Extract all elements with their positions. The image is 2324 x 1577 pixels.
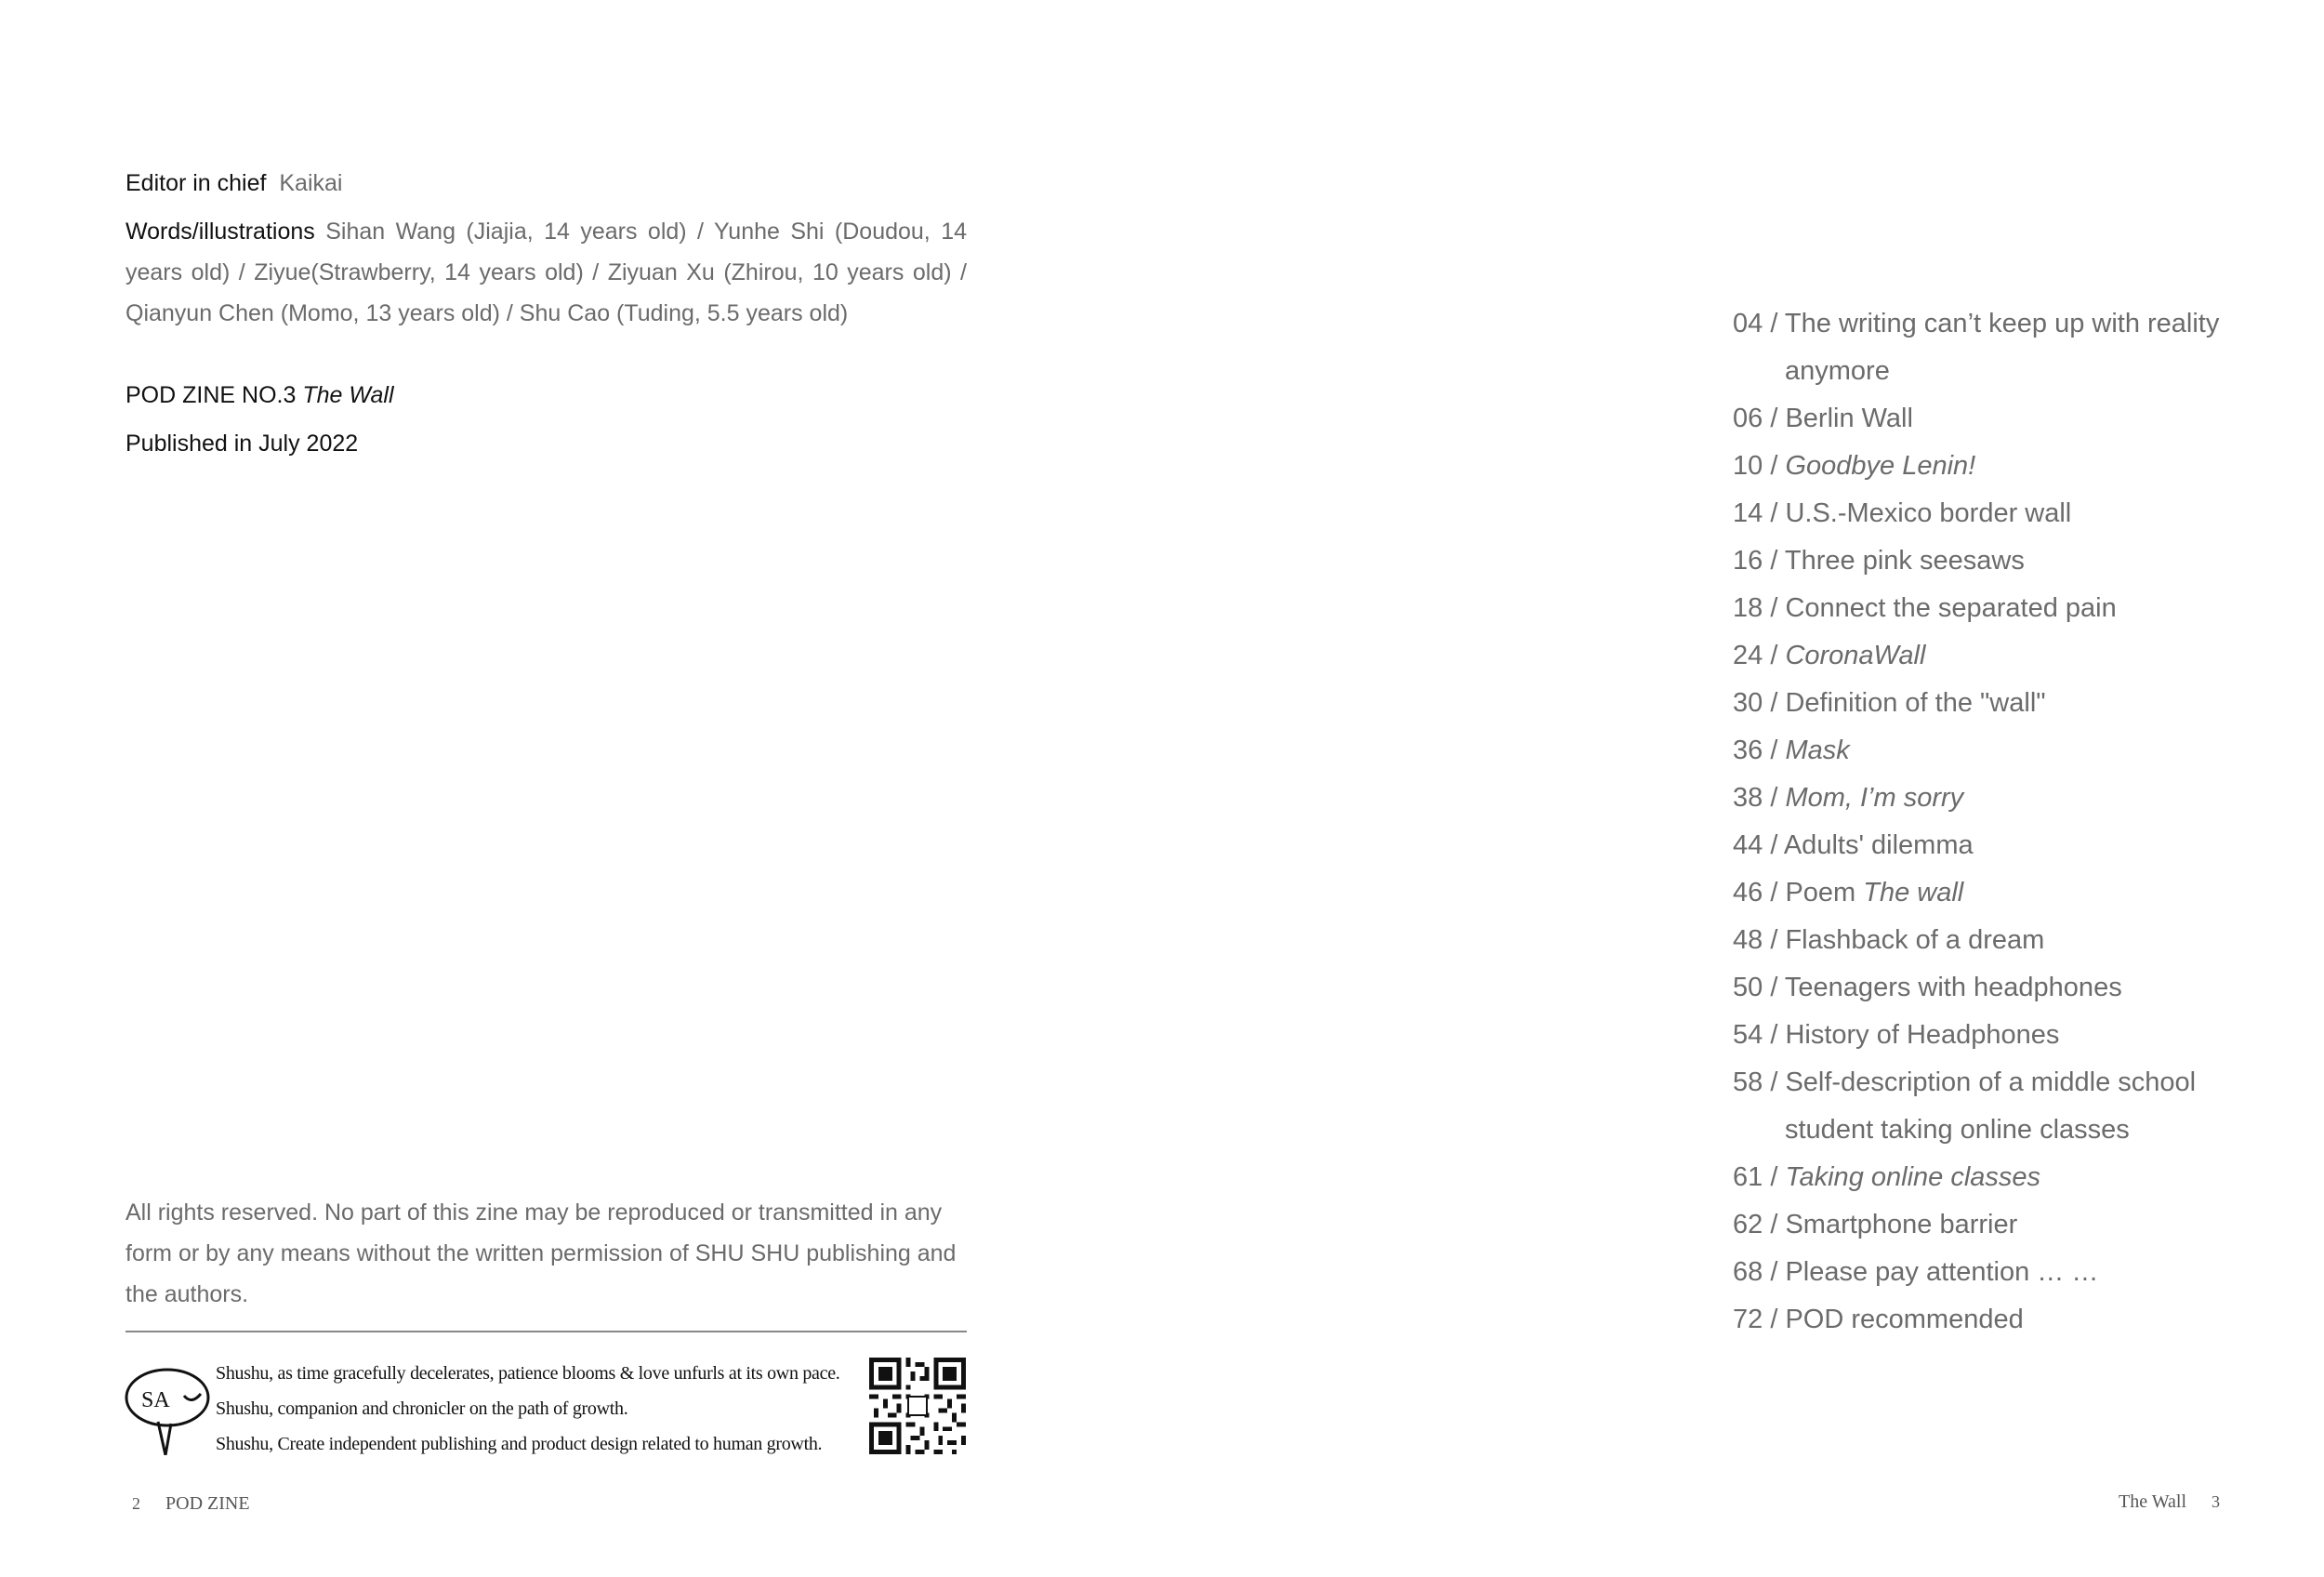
toc-page: 14 /	[1733, 498, 1778, 528]
folio-left	[132, 1493, 250, 1515]
toc-title: Mom, I’m sorry	[1785, 783, 1964, 813]
toc-title: Connect the separated pain	[1785, 593, 2117, 623]
zine-name: The Wall	[302, 382, 394, 408]
colophon	[125, 163, 967, 464]
toc-title: POD recommended	[1785, 1305, 2024, 1334]
tagline-2: Shushu, companion and chronicler on the path of growth.	[216, 1398, 628, 1419]
toc-item[interactable]	[1733, 680, 2253, 727]
toc-title: Three pink seesaws	[1784, 546, 2025, 576]
toc-page: 04 /	[1733, 309, 1778, 338]
toc-item[interactable]	[1733, 1154, 2253, 1201]
tagline-1: Shushu, as time gracefully decelerates, patience blooms & love unfurls at its own pace.	[216, 1363, 840, 1384]
editor-credit	[125, 163, 967, 204]
toc-item[interactable]	[1733, 775, 2253, 822]
toc-item[interactable]	[1733, 1296, 2253, 1344]
toc-page: 54 /	[1733, 1020, 1778, 1050]
toc-title: Poem	[1785, 878, 1864, 908]
toc-item[interactable]	[1733, 632, 2253, 680]
tagline-block	[216, 1356, 866, 1462]
toc-page: 36 /	[1733, 735, 1778, 765]
toc-item[interactable]	[1733, 1012, 2253, 1059]
toc-item[interactable]	[1733, 585, 2253, 632]
toc-item[interactable]	[1733, 395, 2253, 443]
toc-item[interactable]	[1733, 1059, 2253, 1154]
editor-label: Editor in chief	[125, 170, 267, 196]
toc-title-italic: The wall	[1863, 878, 1964, 908]
toc-title: History of Headphones	[1785, 1020, 2060, 1050]
toc-page: 24 /	[1733, 641, 1778, 670]
rights-notice: All rights reserved. No part of this zine may be reproduced or transmitted in any form or by any means without the written permission of SHU SHU publishing and the authors.	[125, 1199, 957, 1307]
toc-title: Berlin Wall	[1785, 404, 1913, 433]
toc-title: Self-description of a middle school student taking online classes	[1785, 1067, 2197, 1145]
folio-label-left: POD ZINE	[165, 1493, 250, 1514]
toc-page: 10 /	[1733, 451, 1778, 481]
toc-item[interactable]	[1733, 1201, 2253, 1249]
toc-title: Flashback of a dream	[1785, 925, 2045, 955]
table-of-contents	[1733, 300, 2253, 1344]
page-number-right: 3	[2212, 1492, 2220, 1511]
tagline-3: Shushu, Create independent publishing and product design related to human growth.	[216, 1434, 823, 1454]
logo-text: SA	[141, 1388, 170, 1412]
toc-item[interactable]	[1733, 964, 2253, 1012]
words-label: Words/illustrations	[125, 219, 315, 245]
qr-code-icon[interactable]	[869, 1358, 966, 1454]
toc-item[interactable]	[1733, 443, 2253, 490]
zine-prefix: POD ZINE NO.3	[125, 382, 297, 408]
toc-title: Please pay attention … …	[1785, 1257, 2099, 1287]
toc-page: 30 /	[1733, 688, 1778, 718]
toc-page: 44 /	[1733, 830, 1778, 860]
toc-page: 16 /	[1733, 546, 1778, 576]
toc-page: 38 /	[1733, 783, 1778, 813]
toc-page: 46 /	[1733, 878, 1778, 908]
toc-page: 62 /	[1733, 1210, 1778, 1239]
toc-title: The writing can’t keep up with reality anymore	[1784, 309, 2220, 386]
toc-title: Taking online classes	[1785, 1162, 2041, 1192]
toc-title: CoronaWall	[1785, 641, 1926, 670]
toc-item[interactable]	[1733, 537, 2253, 585]
toc-item[interactable]	[1733, 1249, 2253, 1296]
toc-page: 72 /	[1733, 1305, 1778, 1334]
words-contributors: Sihan Wang (Jiajia, 14 years old) / Yunhe Shi (Doudou, 14 years old) / Ziyue(Strawberry, 14 years old) / Ziyuan Xu (Zhirou, 10 years old) / Qianyun Chen (Momo, 13 years old) / Shu Cao (Tuding, 5.5 years old)	[125, 219, 967, 326]
toc-title: U.S.-Mexico border wall	[1785, 498, 2072, 528]
zine-title	[125, 375, 967, 416]
toc-title: Definition of the "wall"	[1785, 688, 2046, 718]
folio-right	[2119, 1491, 2220, 1513]
toc-item[interactable]	[1733, 490, 2253, 537]
words-credit	[125, 211, 967, 334]
toc-title: Teenagers with headphones	[1784, 973, 2122, 1002]
toc-title: Goodbye Lenin!	[1785, 451, 1976, 481]
toc-page: 06 /	[1733, 404, 1778, 433]
toc-title: Adults' dilemma	[1783, 830, 1974, 860]
toc-item[interactable]	[1733, 869, 2253, 917]
toc-page: 68 /	[1733, 1257, 1778, 1287]
page-number-left: 2	[132, 1494, 140, 1513]
toc-page: 50 /	[1733, 973, 1778, 1002]
published-date: Published in July 2022	[125, 431, 359, 457]
toc-item[interactable]	[1733, 300, 2253, 395]
editor-name: Kaikai	[279, 170, 343, 196]
shushu-logo-icon	[123, 1362, 216, 1455]
toc-page: 48 /	[1733, 925, 1778, 955]
toc-page: 58 /	[1733, 1067, 1778, 1097]
toc-title: Mask	[1785, 735, 1850, 765]
toc-title: Smartphone barrier	[1785, 1210, 2018, 1239]
toc-item[interactable]	[1733, 727, 2253, 775]
folio-label-right: The Wall	[2119, 1491, 2186, 1512]
toc-page: 61 /	[1733, 1162, 1778, 1192]
toc-page: 18 /	[1733, 593, 1778, 623]
toc-item[interactable]	[1733, 822, 2253, 869]
toc-item[interactable]	[1733, 917, 2253, 964]
divider	[125, 1331, 967, 1332]
